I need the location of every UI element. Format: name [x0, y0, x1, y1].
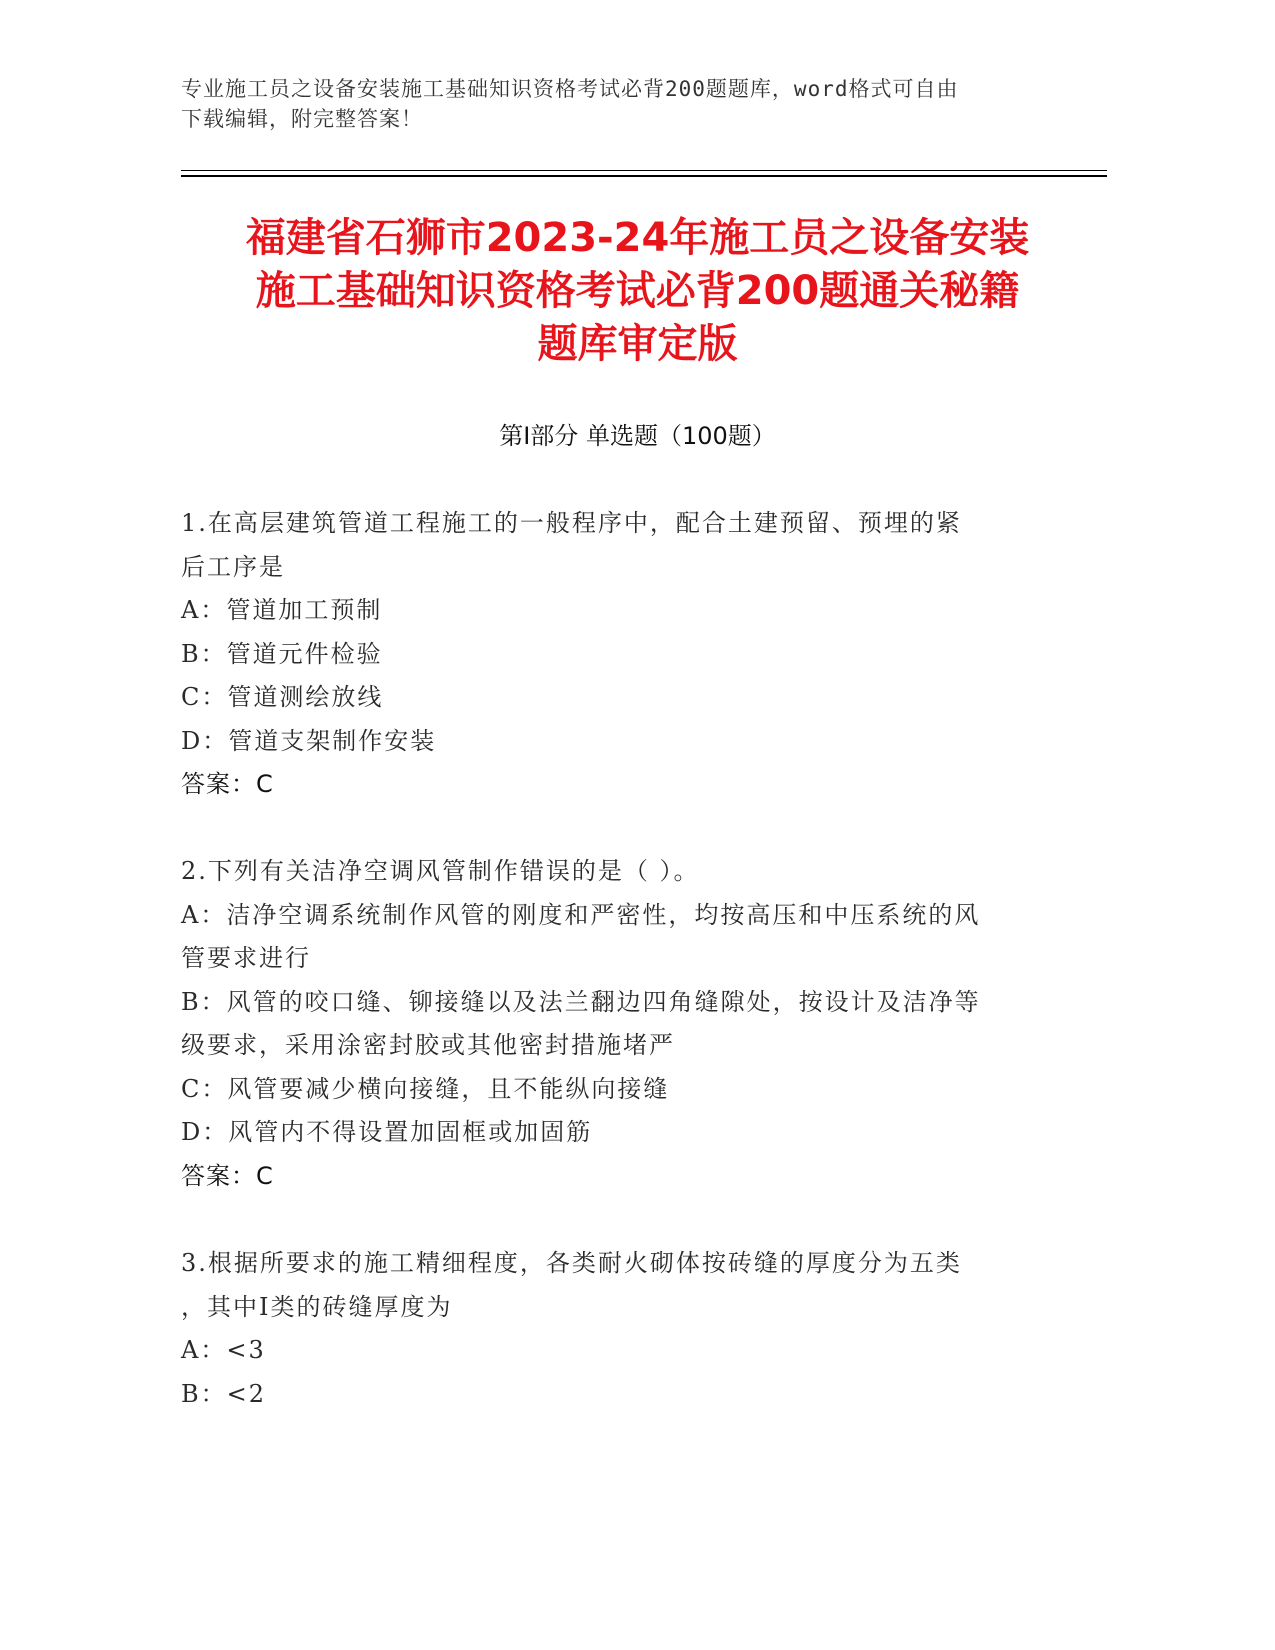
section-heading: 第Ⅰ部分 单选题（100题） — [499, 422, 776, 450]
document-title-line-1: 福建省石狮市2023-24年施工员之设备安装 — [245, 215, 1030, 261]
question-3-option-b: B：<2 — [181, 1379, 267, 1408]
question-2-option-b-line-2: 级要求，采用涂密封胶或其他密封措施堵严 — [181, 1031, 675, 1059]
document-title — [160, 212, 1115, 371]
header-divider-thick — [181, 175, 1107, 177]
question-1 — [181, 502, 1061, 807]
question-1-option-d: D：管道支架制作安装 — [181, 726, 437, 755]
document-title-line-2: 施工基础知识资格考试必背200题通关秘籍 — [255, 268, 1020, 314]
header-note-line-2: 下载编辑，附完整答案！ — [181, 107, 423, 131]
question-1-option-b: B：管道元件检验 — [181, 639, 383, 668]
question-2-option-b-line-1: B：风管的咬口缝、铆接缝以及法兰翻边四角缝隙处，按设计及洁净等 — [181, 987, 981, 1016]
document-title-line-3: 题库审定版 — [537, 321, 738, 367]
question-1-option-a: A：管道加工预制 — [181, 596, 383, 624]
question-3-stem-line-1: 3.根据所要求的施工精细程度，各类耐火砌体按砖缝的厚度分为五类 — [181, 1249, 962, 1277]
header-divider-thin — [181, 170, 1107, 171]
question-2-stem-line-1: 2.下列有关洁净空调风管制作错误的是（ ）。 — [181, 857, 700, 885]
question-2-option-d: D：风管内不得设置加固框或加固筋 — [181, 1118, 593, 1146]
question-1-option-c: C：管道测绘放线 — [181, 683, 384, 711]
question-2-option-a-line-1: A：洁净空调系统制作风管的刚度和严密性，均按高压和中压系统的风 — [181, 900, 981, 929]
header-note-line-1: 专业施工员之设备安装施工基础知识资格考试必背200题题库，word格式可自由 — [181, 77, 959, 101]
question-2 — [181, 850, 1061, 1198]
question-3 — [181, 1242, 1061, 1416]
question-1-answer: 答案：C — [181, 770, 274, 798]
question-1-stem-line-1: 1.在高层建筑管道工程施工的一般程序中，配合土建预留、预埋的紧 — [181, 509, 962, 537]
question-2-option-c: C：风管要减少横向接缝，且不能纵向接缝 — [181, 1074, 670, 1103]
question-2-option-a-line-2: 管要求进行 — [181, 944, 311, 972]
header-note — [181, 74, 1041, 134]
question-3-stem-line-2: ，其中Ⅰ类的砖缝厚度为 — [181, 1292, 453, 1321]
question-1-stem-line-2: 后工序是 — [181, 552, 285, 581]
question-2-answer: 答案：C — [181, 1161, 274, 1190]
question-3-option-a: A：<3 — [181, 1336, 266, 1364]
